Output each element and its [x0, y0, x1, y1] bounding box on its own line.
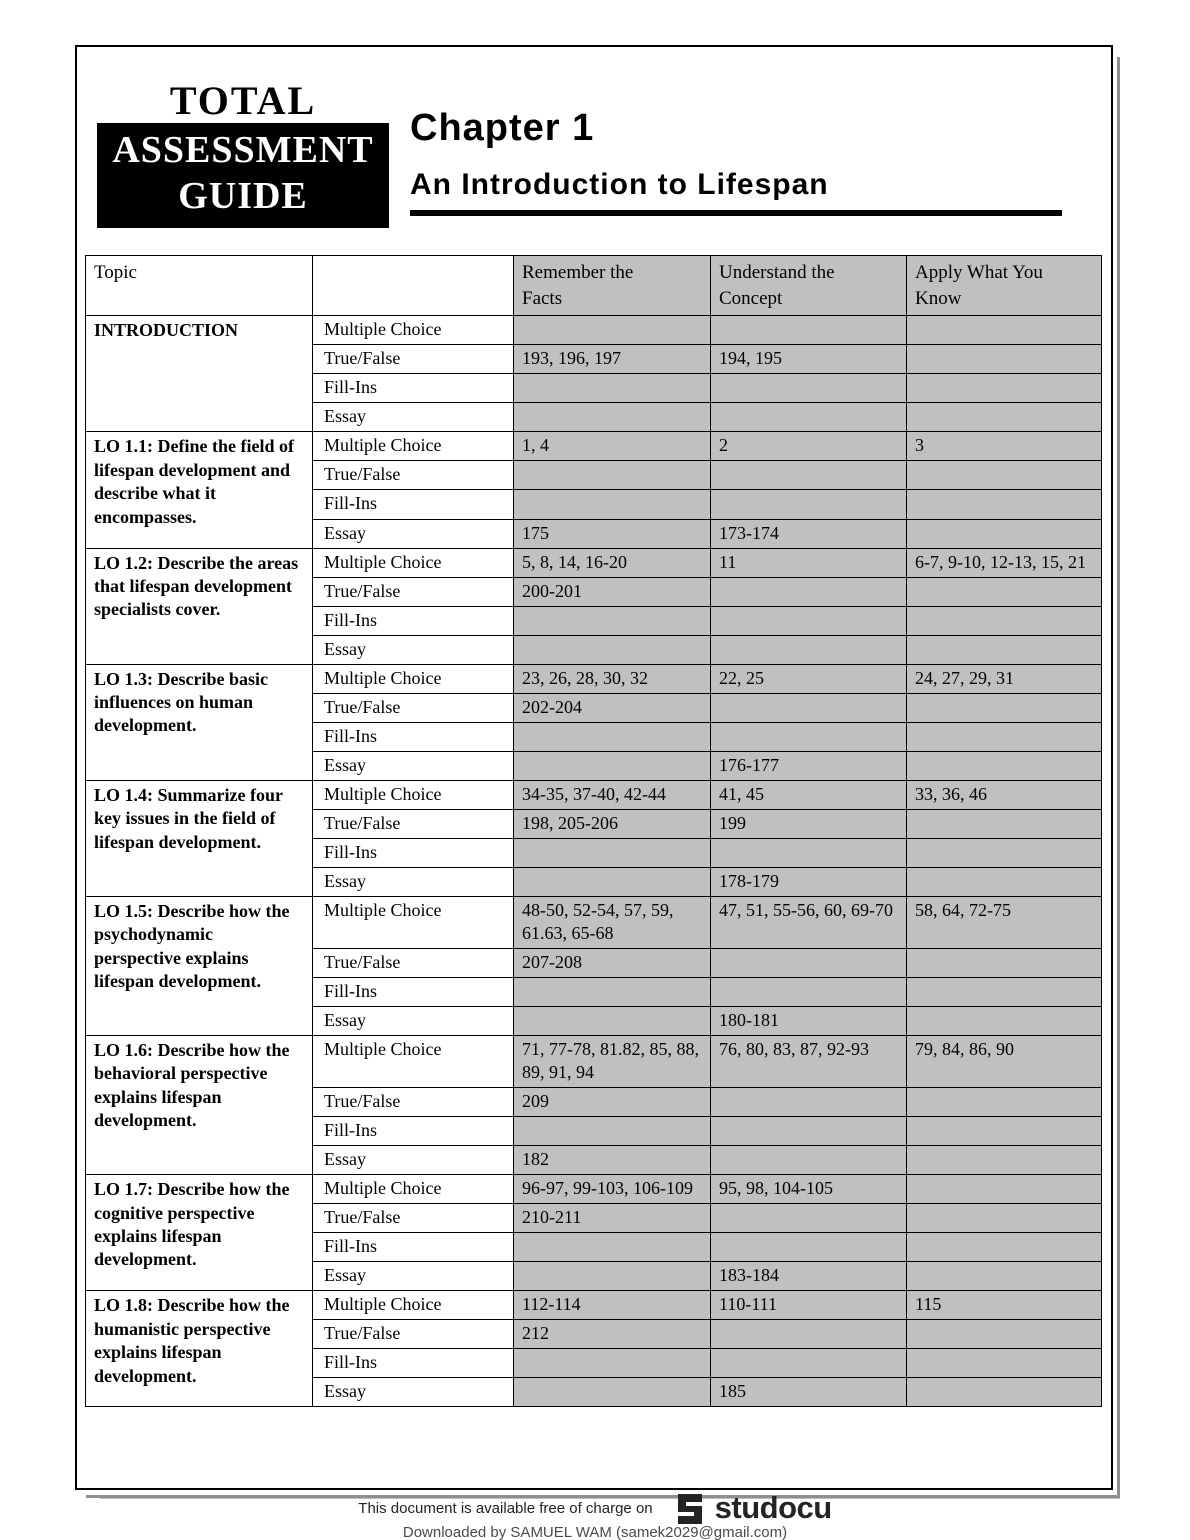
question-type-cell: Multiple Choice [313, 432, 514, 461]
apply-cell: 24, 27, 29, 31 [907, 664, 1102, 693]
question-type-cell: Fill-Ins [313, 606, 514, 635]
remember-cell: 198, 205-206 [514, 809, 711, 838]
chapter-underline-rule [410, 210, 1062, 216]
remember-cell: 175 [514, 519, 711, 548]
topic-cell: LO 1.8: Describe how the humanistic perspective explains lifespan development. [86, 1291, 313, 1407]
studocu-logo[interactable] [673, 1490, 832, 1526]
question-type-cell: Fill-Ins [313, 374, 514, 403]
topic-cell: INTRODUCTION [86, 316, 313, 432]
understand-cell: 183-184 [711, 1262, 907, 1291]
footer-notice-text: This document is available free of charge on [358, 1499, 653, 1517]
remember-cell: 207-208 [514, 948, 711, 977]
table-row [86, 1036, 1102, 1088]
question-type-cell: True/False [313, 693, 514, 722]
col-header-remember: Remember the Facts [514, 256, 711, 316]
apply-cell [907, 519, 1102, 548]
apply-cell [907, 1378, 1102, 1407]
understand-cell: 180-181 [711, 1007, 907, 1036]
understand-cell: 178-179 [711, 867, 907, 896]
question-type-cell: Fill-Ins [313, 722, 514, 751]
assessment-guide-tag [97, 78, 389, 228]
understand-cell [711, 606, 907, 635]
apply-cell [907, 1204, 1102, 1233]
remember-cell: 48-50, 52-54, 57, 59, 61.63, 65-68 [514, 896, 711, 948]
footer-notice-row [0, 1490, 1190, 1526]
remember-cell: 212 [514, 1320, 711, 1349]
col-header-understand: Understand the Concept [711, 256, 907, 316]
understand-cell [711, 577, 907, 606]
question-type-cell: Multiple Choice [313, 1175, 514, 1204]
table-row [86, 1291, 1102, 1320]
document-page [75, 45, 1113, 1490]
apply-cell [907, 693, 1102, 722]
understand-cell [711, 1088, 907, 1117]
understand-cell [711, 1349, 907, 1378]
question-type-cell: Essay [313, 867, 514, 896]
topic-cell: LO 1.4: Summarize four key issues in the field of lifespan development. [86, 780, 313, 896]
understand-cell: 173-174 [711, 519, 907, 548]
assessment-table [85, 255, 1102, 1407]
understand-cell: 199 [711, 809, 907, 838]
remember-cell [514, 461, 711, 490]
understand-cell [711, 403, 907, 432]
understand-cell: 110-111 [711, 1291, 907, 1320]
apply-cell [907, 978, 1102, 1007]
understand-cell [711, 1117, 907, 1146]
remember-cell [514, 606, 711, 635]
apply-cell [907, 577, 1102, 606]
apply-cell [907, 1007, 1102, 1036]
chapter-title: Chapter 1 [410, 107, 595, 149]
remember-cell: 71, 77-78, 81.82, 85, 88, 89, 91, 94 [514, 1036, 711, 1088]
remember-cell [514, 838, 711, 867]
remember-cell: 210-211 [514, 1204, 711, 1233]
remember-cell [514, 490, 711, 519]
remember-cell: 96-97, 99-103, 106-109 [514, 1175, 711, 1204]
studocu-icon [673, 1491, 707, 1525]
question-type-cell: True/False [313, 577, 514, 606]
apply-cell [907, 635, 1102, 664]
understand-cell [711, 316, 907, 345]
table-row [86, 432, 1102, 461]
question-type-cell: True/False [313, 809, 514, 838]
question-type-cell: Essay [313, 403, 514, 432]
question-type-cell: Essay [313, 1262, 514, 1291]
question-type-cell: Multiple Choice [313, 1036, 514, 1088]
page-header [77, 47, 1111, 255]
remember-cell [514, 403, 711, 432]
understand-cell: 95, 98, 104-105 [711, 1175, 907, 1204]
understand-cell: 76, 80, 83, 87, 92-93 [711, 1036, 907, 1088]
apply-cell [907, 751, 1102, 780]
understand-cell [711, 838, 907, 867]
question-type-cell: Essay [313, 1378, 514, 1407]
understand-cell [711, 461, 907, 490]
question-type-cell: True/False [313, 948, 514, 977]
remember-cell: 1, 4 [514, 432, 711, 461]
remember-cell: 193, 196, 197 [514, 345, 711, 374]
tag-guide-label: GUIDE [178, 175, 308, 218]
understand-cell: 176-177 [711, 751, 907, 780]
understand-cell: 22, 25 [711, 664, 907, 693]
remember-cell [514, 1007, 711, 1036]
remember-cell: 5, 8, 14, 16-20 [514, 548, 711, 577]
question-type-cell: Multiple Choice [313, 548, 514, 577]
understand-cell: 41, 45 [711, 780, 907, 809]
apply-cell [907, 1117, 1102, 1146]
apply-cell [907, 461, 1102, 490]
apply-cell [907, 722, 1102, 751]
apply-cell [907, 809, 1102, 838]
apply-cell [907, 867, 1102, 896]
remember-cell [514, 1262, 711, 1291]
apply-cell [907, 1349, 1102, 1378]
apply-cell [907, 1233, 1102, 1262]
footer-downloaded-text: Downloaded by SAMUEL WAM (samek2029@gmail.com) [402, 1524, 788, 1540]
remember-cell [514, 1117, 711, 1146]
question-type-cell: Multiple Choice [313, 896, 514, 948]
question-type-cell: True/False [313, 461, 514, 490]
table-row [86, 548, 1102, 577]
question-type-cell: Fill-Ins [313, 1117, 514, 1146]
table-row [86, 896, 1102, 948]
question-type-cell: Fill-Ins [313, 978, 514, 1007]
remember-cell: 112-114 [514, 1291, 711, 1320]
col-header-blank [313, 256, 514, 316]
tag-assessment-label: ASSESSMENT [112, 129, 374, 171]
remember-cell [514, 1349, 711, 1378]
apply-cell: 79, 84, 86, 90 [907, 1036, 1102, 1088]
topic-cell: LO 1.3: Describe basic influences on human development. [86, 664, 313, 780]
remember-cell: 200-201 [514, 577, 711, 606]
apply-cell [907, 316, 1102, 345]
remember-cell [514, 374, 711, 403]
table-row [86, 780, 1102, 809]
topic-cell: LO 1.1: Define the field of lifespan development and describe what it encompasses. [86, 432, 313, 548]
chapter-block [410, 107, 1065, 216]
apply-cell [907, 838, 1102, 867]
topic-cell: LO 1.7: Describe how the cognitive perspective explains lifespan development. [86, 1175, 313, 1291]
understand-cell [711, 635, 907, 664]
remember-cell [514, 316, 711, 345]
remember-cell [514, 978, 711, 1007]
remember-cell [514, 751, 711, 780]
remember-cell [514, 1233, 711, 1262]
question-type-cell: Multiple Choice [313, 316, 514, 345]
understand-cell: 11 [711, 548, 907, 577]
understand-cell: 2 [711, 432, 907, 461]
studocu-wordmark: studocu [714, 1490, 832, 1525]
question-type-cell: Fill-Ins [313, 838, 514, 867]
understand-cell: 194, 195 [711, 345, 907, 374]
understand-cell [711, 978, 907, 1007]
col-header-topic: Topic [86, 256, 313, 316]
apply-cell [907, 1320, 1102, 1349]
apply-cell [907, 1146, 1102, 1175]
question-type-cell: Essay [313, 635, 514, 664]
apply-cell: 58, 64, 72-75 [907, 896, 1102, 948]
apply-cell [907, 948, 1102, 977]
table-row [86, 1175, 1102, 1204]
col-header-apply: Apply What You Know [907, 256, 1102, 316]
understand-cell [711, 374, 907, 403]
topic-cell: LO 1.5: Describe how the psychodynamic perspective explains lifespan development. [86, 896, 313, 1035]
remember-cell: 202-204 [514, 693, 711, 722]
question-type-cell: Essay [313, 1007, 514, 1036]
remember-cell [514, 722, 711, 751]
question-type-cell: Multiple Choice [313, 1291, 514, 1320]
remember-cell [514, 1378, 711, 1407]
question-type-cell: Fill-Ins [313, 490, 514, 519]
apply-cell: 33, 36, 46 [907, 780, 1102, 809]
table-row [86, 316, 1102, 345]
remember-cell: 34-35, 37-40, 42-44 [514, 780, 711, 809]
apply-cell [907, 374, 1102, 403]
apply-cell: 3 [907, 432, 1102, 461]
question-type-cell: Essay [313, 1146, 514, 1175]
question-type-cell: Fill-Ins [313, 1349, 514, 1378]
understand-cell: 47, 51, 55-56, 60, 69-70 [711, 896, 907, 948]
question-type-cell: True/False [313, 1320, 514, 1349]
question-type-cell: Multiple Choice [313, 780, 514, 809]
assessment-table-body [86, 316, 1102, 1407]
understand-cell [711, 1233, 907, 1262]
understand-cell [711, 722, 907, 751]
apply-cell [907, 606, 1102, 635]
remember-cell [514, 635, 711, 664]
apply-cell [907, 1175, 1102, 1204]
table-row [86, 664, 1102, 693]
question-type-cell: Multiple Choice [313, 664, 514, 693]
table-header-row [86, 256, 1102, 316]
question-type-cell: True/False [313, 345, 514, 374]
apply-cell [907, 1088, 1102, 1117]
question-type-cell: Essay [313, 519, 514, 548]
apply-cell: 115 [907, 1291, 1102, 1320]
chapter-subtitle: An Introduction to Lifespan [410, 168, 829, 201]
remember-cell: 182 [514, 1146, 711, 1175]
understand-cell [711, 1146, 907, 1175]
apply-cell [907, 345, 1102, 374]
understand-cell [711, 693, 907, 722]
understand-cell [711, 490, 907, 519]
remember-cell: 23, 26, 28, 30, 32 [514, 664, 711, 693]
remember-cell: 209 [514, 1088, 711, 1117]
understand-cell [711, 1204, 907, 1233]
understand-cell: 185 [711, 1378, 907, 1407]
topic-cell: LO 1.2: Describe the areas that lifespan development specialists cover. [86, 548, 313, 664]
apply-cell [907, 490, 1102, 519]
question-type-cell: Fill-Ins [313, 1233, 514, 1262]
topic-cell: LO 1.6: Describe how the behavioral perspective explains lifespan development. [86, 1036, 313, 1175]
question-type-cell: True/False [313, 1204, 514, 1233]
question-type-cell: Essay [313, 751, 514, 780]
understand-cell [711, 1320, 907, 1349]
question-type-cell: True/False [313, 1088, 514, 1117]
understand-cell [711, 948, 907, 977]
remember-cell [514, 867, 711, 896]
apply-cell [907, 1262, 1102, 1291]
apply-cell: 6-7, 9-10, 12-13, 15, 21 [907, 548, 1102, 577]
tag-black-box [97, 123, 389, 228]
tag-total-label: TOTAL [169, 78, 317, 123]
apply-cell [907, 403, 1102, 432]
